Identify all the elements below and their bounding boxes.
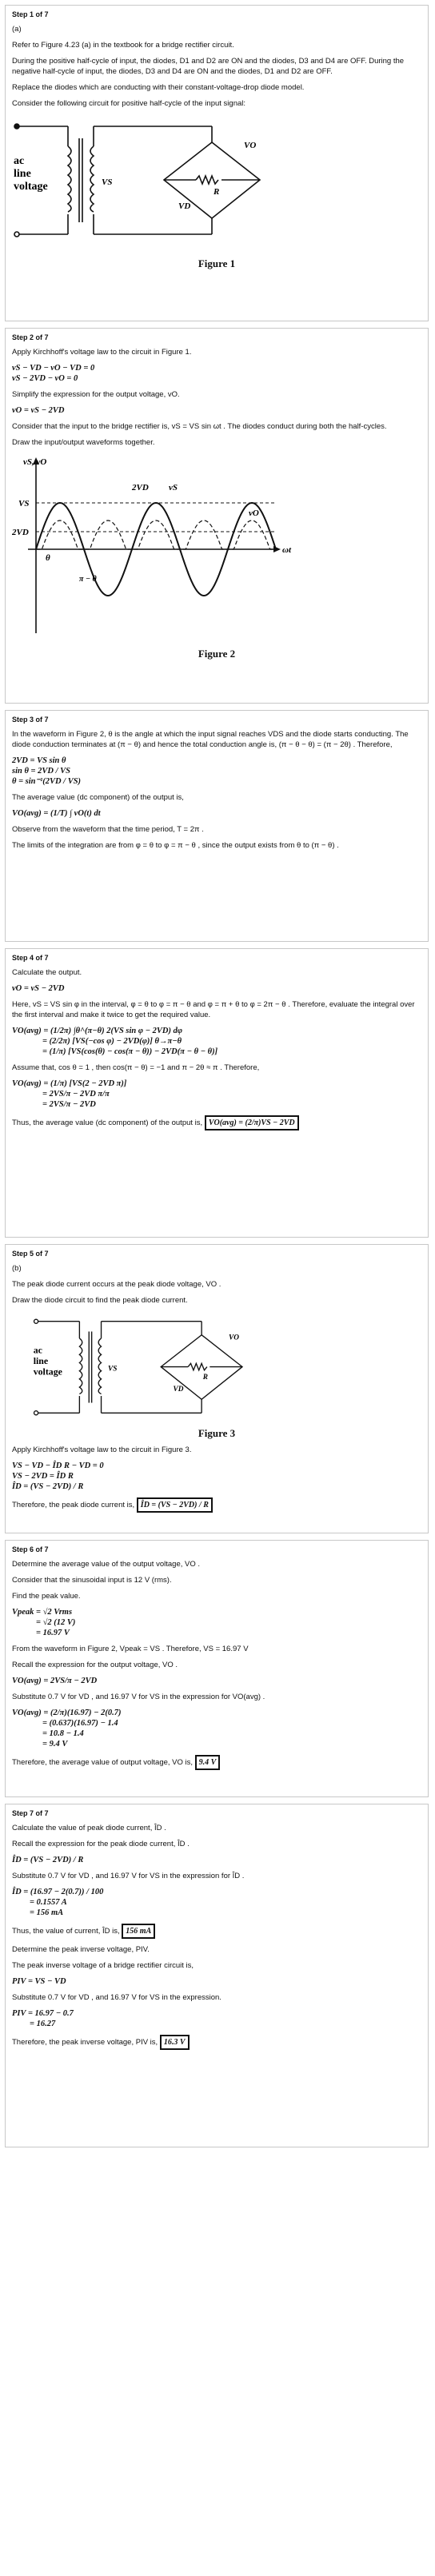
average-output-step: = 9.4 V <box>42 1740 68 1749</box>
step-2-text: Simplify the expression for the output voltage, vO. <box>12 390 180 399</box>
step-7-text: Therefore, the peak inverse voltage, PIV is, <box>12 2038 158 2047</box>
source-label: ac <box>33 1344 42 1356</box>
vd-label: VD <box>178 201 191 211</box>
step-6-title: Step 6 of 7 <box>12 1545 49 1553</box>
average-output-step: VO(avg) = (2/π)(16.97) − 2(0.7) <box>12 1709 122 1717</box>
integral-step: = (1/π) [VS(cos(θ) − cos(π − θ)) − 2VD(π − θ − θ)] <box>42 1047 218 1056</box>
step-7-text: Substitute 0.7 V for VD , and 16.97 V for VS in the expression for ÎD . <box>12 1872 245 1880</box>
piv-step: = 16.27 <box>30 2020 56 2028</box>
vo-curve-label: vO <box>249 508 259 518</box>
piv-equation: PIV = VS − VD <box>12 1977 66 1986</box>
step-2-text: Draw the input/output waveforms together. <box>12 438 155 447</box>
vo-label: VO <box>244 141 257 150</box>
peak-value-step: = √2 (12 V) <box>36 1618 76 1627</box>
pi-minus-theta-label: π − θ <box>79 575 97 584</box>
step-6-text: Determine the average value of the output voltage, VO . <box>12 1560 201 1569</box>
step-3-title: Step 3 of 7 <box>12 716 49 724</box>
step-1-title: Step 1 of 7 <box>12 10 49 18</box>
step-1-text: Consider the following circuit for positive half-cycle of the input signal: <box>12 99 246 108</box>
step-7-piv-conclusion <box>12 2035 421 2050</box>
answer-box: ÎD = (VS − 2VD) / R <box>137 1497 213 1513</box>
step-3-text: The limits of the integration are from φ = θ to φ = π − θ , since the output exists from θ to (π − θ) . <box>12 841 339 850</box>
figure-3-circuit <box>12 1311 276 1423</box>
part-b-label: (b) <box>12 1264 22 1273</box>
output-equation: vO = vS − 2VD <box>12 984 65 993</box>
step-6-text: From the waveform in Figure 2, Vpeak = VS . Therefore, VS = 16.97 V <box>12 1645 249 1653</box>
answer-box: 156 mA <box>122 1924 155 1939</box>
part-a-label: (a) <box>12 25 22 34</box>
figure-1-caption-wrap <box>12 257 421 270</box>
kvl-equation: vS − 2VD − vO = 0 <box>12 374 78 383</box>
step-5-text: Therefore, the peak diode current is, <box>12 1501 135 1509</box>
vo-label: VO <box>229 1334 240 1342</box>
peak-value-step: = 16.97 V <box>36 1629 70 1637</box>
step-1-text: Refer to Figure 4.23 (a) in the textbook for a bridge rectifier circuit. <box>12 41 234 50</box>
step-6-text: Therefore, the average value of output voltage, VO is, <box>12 1758 194 1767</box>
answer-box: VO(avg) = (2/π)VS − 2VD <box>205 1115 299 1130</box>
figure-3-caption: Figure 3 <box>198 1427 236 1439</box>
step-4-text: Here, vS = VS sin φ in the interval, φ = θ to φ = π − θ and φ = π + θ to φ = 2π − θ . Therefore, evaluate the integral over the first interval and make it twice to get the required value. <box>12 1000 415 1019</box>
source-label: line <box>33 1355 49 1367</box>
step-5-text: Draw the diode circuit to find the peak diode current. <box>12 1296 188 1305</box>
figure-2-caption-wrap <box>12 648 421 660</box>
step-2-card <box>5 328 429 704</box>
peak-current-step: ÎD = (VS − 2VD) / R <box>12 1482 84 1491</box>
step-7-title: Step 7 of 7 <box>12 1809 49 1817</box>
x-axis-label: ωt <box>282 545 292 555</box>
step-5-title: Step 5 of 7 <box>12 1250 49 1258</box>
vd-label: VD <box>173 1386 184 1394</box>
step-3-card <box>5 710 429 942</box>
source-label: line <box>14 168 31 180</box>
source-label: voltage <box>33 1366 62 1378</box>
step-7-text: Recall the expression for the peak diode current, ÎD . <box>12 1840 190 1848</box>
step-2-text: Consider that the input to the bridge rectifier is, vS = VS sin ωt . The diodes conduct during both the half-cycles. <box>12 422 387 431</box>
step-5-conclusion <box>12 1497 421 1513</box>
peak-current-step: VS − 2VD = ÎD R <box>12 1472 74 1481</box>
integral-step: VO(avg) = (1/2π) ∫θ^(π−θ) 2(VS sin φ − 2VD) dφ <box>12 1027 182 1035</box>
figure-1-circuit <box>12 114 276 250</box>
average-output-step: = 10.8 − 1.4 <box>42 1729 84 1738</box>
theta-label: θ <box>46 553 50 563</box>
vs-label: VS <box>108 1365 118 1374</box>
step-6-card <box>5 1540 429 1797</box>
step-4-card <box>5 948 429 1238</box>
step-3-text: The average value (dc component) of the output is, <box>12 793 184 802</box>
2vd-label: 2VD <box>12 528 29 537</box>
step-7-text: The peak inverse voltage of a bridge rectifier circuit is, <box>12 1961 194 1970</box>
average-output-equation: VO(avg) = 2VS/π − 2VD <box>12 1677 98 1685</box>
peak-value-step: Vpeak = √2 Vrms <box>12 1608 73 1617</box>
2vd-top-label: 2VD <box>132 483 149 492</box>
step-6-text: Consider that the sinusoidal input is 12 V (rms). <box>12 1576 172 1585</box>
answer-box: 16.3 V <box>160 2035 190 2050</box>
peak-current-equation: ÎD = (VS − 2VD) / R <box>12 1856 84 1864</box>
source-label: ac <box>14 155 25 167</box>
step-1-text: During the positive half-cycle of input, the diodes, D1 and D2 are ON and the diodes, D3 and D4 are OFF. During the negative half-cycle of input, the diodes, D3 and D4 are ON and the diodes, D1 and D2 are OFF. <box>12 57 405 76</box>
average-integral-equation: VO(avg) = (1/T) ∫ vO(t) dt <box>12 809 101 818</box>
step-4-text: Thus, the average value (dc component) of the output is, <box>12 1119 203 1127</box>
integral-step: = (2/2π) [VS(−cos φ) − 2VD(φ)] θ→π−θ <box>42 1037 182 1046</box>
step-2-text: Apply Kirchhoff's voltage law to the circuit in Figure 1. <box>12 348 192 357</box>
y-axis-label: vS, vO <box>23 457 47 467</box>
step-7-text: Calculate the value of peak diode current, ÎD . <box>12 1824 166 1832</box>
source-label: voltage <box>14 181 48 193</box>
figure-1-caption: Figure 1 <box>198 257 236 269</box>
kvl-equation: vS − VD − vO − VD = 0 <box>12 364 95 373</box>
step-5-card <box>5 1244 429 1533</box>
average-step: VO(avg) = (1/π) [VS(2 − 2VD π)] <box>12 1079 127 1088</box>
step-7-card <box>5 1804 429 2147</box>
conduction-equation: 2VD = VS sin θ <box>12 756 66 765</box>
step-3-text: Observe from the waveform that the time period, T = 2π . <box>12 825 204 834</box>
output-voltage-equation: vO = vS − 2VD <box>12 406 65 415</box>
piv-step: PIV = 16.97 − 0.7 <box>12 2009 74 2018</box>
average-step: = 2VS/π − 2VD <box>42 1100 96 1109</box>
step-4-conclusion <box>12 1115 421 1130</box>
step-7-text: Thus, the value of current, ÎD is, <box>12 1927 120 1936</box>
step-2-title: Step 2 of 7 <box>12 333 49 341</box>
vs-curve-label: vS <box>169 483 178 492</box>
figure-2-waveform <box>12 453 300 645</box>
step-6-text: Substitute 0.7 V for VD , and 16.97 V for VS in the expression for VO(avg) . <box>12 1693 265 1701</box>
step-6-conclusion <box>12 1755 421 1770</box>
vs-peak-label: VS <box>18 499 30 508</box>
vs-label: VS <box>102 177 113 187</box>
step-7-text: Determine the peak inverse voltage, PIV. <box>12 1945 150 1954</box>
peak-current-step: = 0.1557 A <box>30 1898 67 1907</box>
step-4-title: Step 4 of 7 <box>12 954 49 962</box>
peak-current-step: = 156 mA <box>30 1908 64 1917</box>
figure-2-caption: Figure 2 <box>198 648 236 660</box>
step-1-text: Replace the diodes which are conducting with their constant-voltage-drop diode model. <box>12 83 305 92</box>
step-3-text: In the waveform in Figure 2, θ is the angle at which the input signal reaches VDS and the diode starts conducting. The diode conduction terminates at (π − θ) and hence the total conduction angle is, (π − θ − θ) = (π − 2θ) . Therefore, <box>12 730 409 749</box>
vo-waveform <box>36 520 276 549</box>
r-label: R <box>202 1373 209 1382</box>
step-6-text: Find the peak value. <box>12 1592 81 1601</box>
step-6-text: Recall the expression for the output voltage, VO . <box>12 1661 178 1669</box>
conduction-equation: sin θ = 2VD / VS <box>12 767 70 776</box>
step-4-text: Calculate the output. <box>12 968 82 977</box>
r-label: R <box>214 187 220 197</box>
step-4-text: Assume that, cos θ = 1 , then cos(π − θ) = −1 and π − 2θ ≈ π . Therefore, <box>12 1063 260 1072</box>
answer-box: 9.4 V <box>195 1755 221 1770</box>
average-output-step: = (0.637)(16.97) − 1.4 <box>42 1719 118 1728</box>
step-5-text: Apply Kirchhoff's voltage law to the circuit in Figure 3. <box>12 1446 192 1454</box>
average-step: = 2VS/π − 2VD π/π <box>42 1090 110 1099</box>
step-5-text: The peak diode current occurs at the peak diode voltage, VO . <box>12 1280 221 1289</box>
peak-current-step: VS − VD − ÎD R − VD = 0 <box>12 1461 104 1470</box>
step-7-text: Substitute 0.7 V for VD , and 16.97 V for VS in the expression. <box>12 1993 221 2002</box>
figure-3-caption-wrap <box>12 1427 421 1440</box>
step-1-card <box>5 5 429 321</box>
peak-current-step: ÎD = (16.97 − 2(0.7)) / 100 <box>12 1888 104 1896</box>
step-7-current-conclusion <box>12 1924 421 1939</box>
conduction-equation: θ = sin⁻¹(2VD / VS) <box>12 777 82 786</box>
